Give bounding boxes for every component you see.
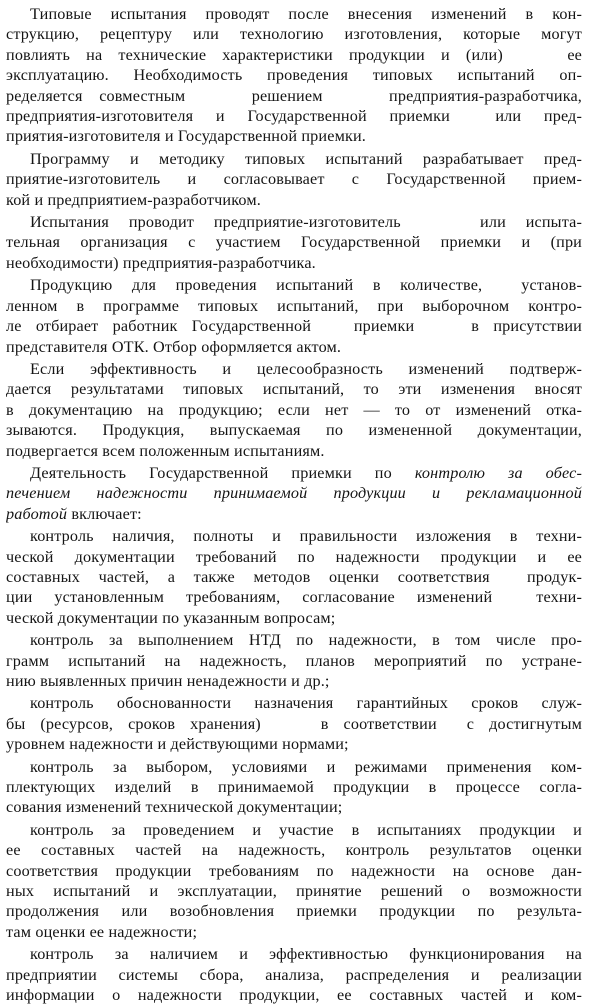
text-line: приятия-изготовителя и Государственной приемки.: [6, 127, 366, 146]
text-line: подвергается всем положенным испытаниям.: [6, 441, 325, 460]
text-line: контроль наличия, полноты и правильности изложения в техни-: [30, 527, 582, 546]
text-line: плектующих изделий в принимаемой продукции в процессе согла-: [6, 778, 582, 797]
text-line: контроль за наличием и эффективностью функционирования на: [30, 945, 582, 964]
list-item-testing-control: [6, 820, 582, 942]
italic-text-run: печением надежности принимаемой продукции и рекламационной: [6, 484, 582, 503]
list-item-ntd-control: [6, 630, 582, 691]
text-line: Если эффективность и целесообразность изменений подтверж-: [30, 359, 582, 378]
text-line: предприятия-изготовителя и Государственной приемки или пред-: [6, 107, 582, 126]
text-line: ределяется совместным решением предприятия-разработчика,: [6, 86, 582, 105]
paragraph-type-tests: [6, 4, 582, 147]
text-line: приятие-изготовитель и согласовывает с Государственной прием-: [6, 170, 582, 189]
text-line: Продукцию для проведения испытаний в количестве, установ-: [30, 276, 582, 295]
text-line: Программу и методику типовых испытаний разрабатывает пред-: [30, 149, 582, 168]
italic-text-run: работой: [6, 504, 68, 523]
text-line: струкцию, рецептуру или технологию изготовления, которые могут: [6, 25, 582, 44]
text-line: зываются. Продукция, выпускаемая по измененной документации,: [6, 421, 582, 440]
text-line: Испытания проводит предприятие-изготовитель или испыта-: [30, 213, 582, 232]
text-line: дается результатами типовых испытаний, то эти изменения вносят: [6, 380, 582, 399]
list-item-information-system-control: [6, 944, 582, 1005]
text-line: контроль за выполнением НТД по надежности, в том числе про-: [30, 631, 582, 650]
text-line: эксплуатацию. Необходимость проведения типовых испытаний оп-: [6, 66, 582, 85]
text-line: составных частей, а также методов оценки соответствия продук-: [6, 567, 582, 586]
paragraph-change-confirmation: [6, 359, 582, 461]
paragraph-acceptance-activity: [6, 463, 582, 524]
text-line: ее составных частей на надежность, контроль результатов оценки: [6, 841, 582, 860]
text-line: ных испытаний и эксплуатации, принятие решений о возможности: [6, 882, 582, 901]
text-line: ческой документации по указанным вопросам;: [6, 608, 336, 627]
text-line: нию выявленных причин ненадежности и др.;: [6, 672, 330, 690]
paragraph-program-methodology: [6, 149, 582, 210]
paragraph-sample-selection: [6, 275, 582, 357]
text-line: Типовые испытания проводят после внесения изменений в кон-: [30, 5, 582, 23]
text-line: тельная организация с участием Государственной приемки и (при: [6, 233, 582, 252]
list-item-warranty-control: [6, 693, 582, 754]
list-item-components-control: [6, 757, 582, 818]
text-line: ческой документации требований по надежности продукции и ее: [6, 547, 582, 566]
text-line: ле отбирает работник Государственной приемки в присутствии: [6, 317, 582, 336]
text-line: [6, 483, 582, 503]
text-line: уровнем надежности и действующими нормами;: [6, 735, 349, 754]
text-line: бы (ресурсов, сроков хранения) в соответствии с достигнутым: [6, 714, 582, 733]
text-run: включает:: [67, 504, 142, 523]
italic-text-run: контролю за обес-: [414, 463, 582, 482]
text-line: [6, 463, 582, 483]
text-run: Деятельность Государственной приемки по: [30, 463, 415, 482]
paragraph-tests-conducted-by: [6, 212, 582, 273]
text-line: грамм испытаний на надежность, планов мероприятий по устране-: [6, 651, 582, 670]
text-line: в документацию на продукцию; если нет — то от изменений отка-: [6, 400, 582, 419]
text-line: кой и предприятием-разработчиком.: [6, 190, 261, 209]
text-line: представителя ОТК. Отбор оформляется актом.: [6, 337, 342, 356]
text-line: сования изменений технической документации;: [6, 798, 343, 817]
text-line: предприятии системы сбора, анализа, распределения и реализации: [6, 965, 582, 984]
text-line: ции установленным требованиям, согласование изменений техни-: [6, 588, 582, 607]
list-item-documentation-control: [6, 526, 582, 628]
text-line: там оценки ее надежности;: [6, 922, 198, 941]
text-line: информации о надежности продукции, ее составных частей и ком-: [6, 986, 582, 1005]
text-line: продолжения или возобновления приемки продукции по результа-: [6, 902, 582, 921]
text-line: контроль за проведением и участие в испытаниях продукции и: [30, 820, 582, 839]
text-line: контроль обоснованности назначения гарантийных сроков служ-: [30, 694, 582, 713]
text-line: [6, 504, 582, 524]
text-line: соответствия продукции требованиям по надежности на основе дан-: [6, 861, 582, 880]
text-line: повлиять на технические характеристики продукции и (или) ее: [6, 45, 582, 64]
text-line: необходимости) предприятия-разработчика.: [6, 253, 316, 272]
text-line: ленном в программе типовых испытаний, при выборочном контро-: [6, 296, 582, 315]
text-line: контроль за выбором, условиями и режимами применения ком-: [30, 757, 582, 776]
